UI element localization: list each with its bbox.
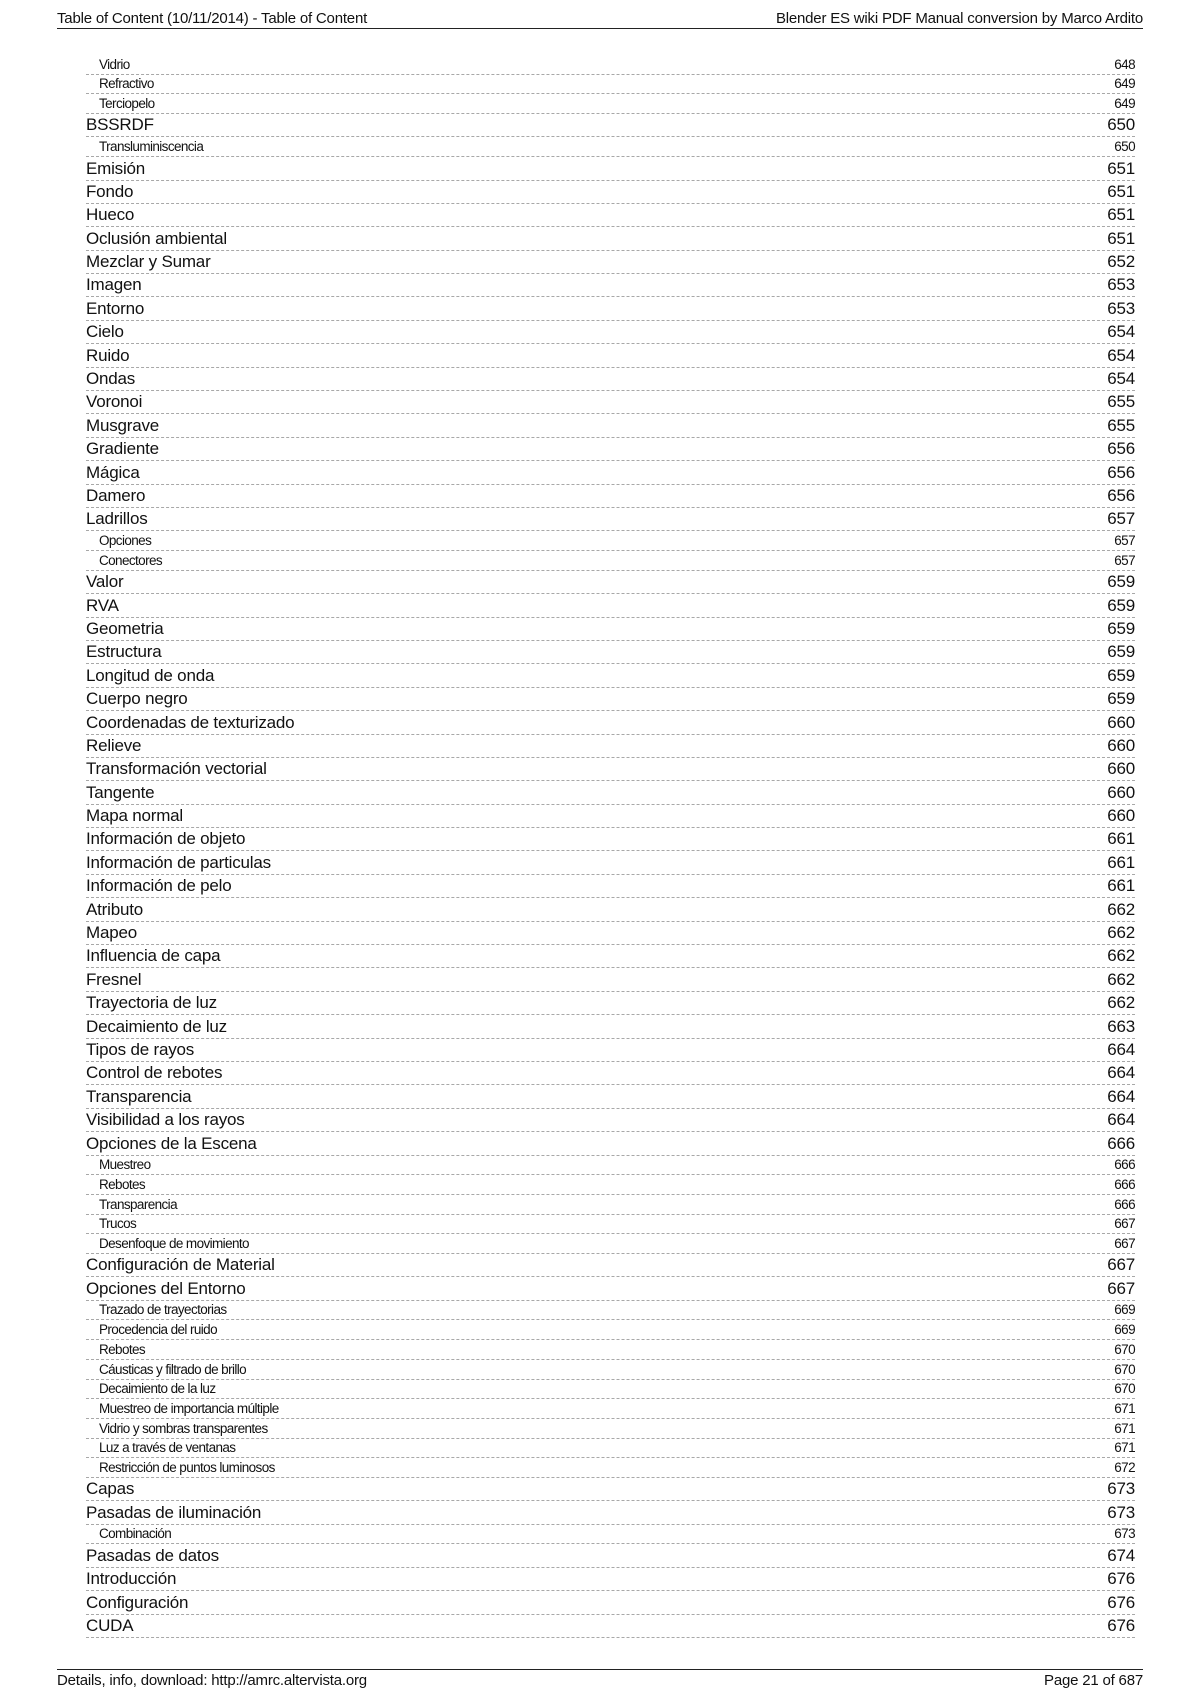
toc-entry-title: Transluminiscencia bbox=[99, 139, 204, 155]
toc-entry[interactable] bbox=[86, 368, 1135, 391]
toc-entry[interactable] bbox=[86, 274, 1135, 297]
toc-entry-page: 655 bbox=[1107, 415, 1135, 435]
toc-subentry[interactable] bbox=[86, 1320, 1135, 1340]
toc-entry-page: 657 bbox=[1114, 552, 1135, 568]
toc-entry-title: Ladrillos bbox=[86, 509, 148, 529]
toc-entry[interactable] bbox=[86, 438, 1135, 461]
toc-entry-page: 650 bbox=[1114, 139, 1135, 155]
toc-entry-page: 664 bbox=[1107, 1063, 1135, 1083]
toc-entry-title: Desenfoque de movimiento bbox=[99, 1235, 249, 1251]
header-credit: Blender ES wiki PDF Manual conversion by Marco Ardito bbox=[775, 10, 1143, 27]
toc-entry-page: 659 bbox=[1107, 689, 1135, 709]
toc-entry-title: Valor bbox=[86, 572, 124, 592]
toc-entry-page: 648 bbox=[1114, 56, 1135, 72]
toc-entry-title: Hueco bbox=[86, 205, 135, 225]
toc-entry-title: Información de particulas bbox=[86, 852, 271, 872]
toc-entry[interactable] bbox=[86, 968, 1135, 991]
toc-entry-page: 667 bbox=[1114, 1216, 1135, 1232]
toc-entry[interactable] bbox=[86, 114, 1135, 137]
toc-entry[interactable] bbox=[86, 571, 1135, 594]
toc-entry-page: 660 bbox=[1107, 806, 1135, 826]
table-of-contents bbox=[86, 55, 1135, 1638]
toc-entry-page: 657 bbox=[1107, 509, 1135, 529]
toc-entry[interactable] bbox=[86, 1568, 1135, 1591]
toc-entry-page: 664 bbox=[1107, 1110, 1135, 1130]
toc-entry-page: 670 bbox=[1114, 1341, 1135, 1357]
toc-entry-page: 670 bbox=[1114, 1361, 1135, 1377]
toc-entry-page: 656 bbox=[1107, 462, 1135, 482]
toc-entry[interactable] bbox=[86, 922, 1135, 945]
toc-entry-page: 651 bbox=[1107, 158, 1135, 178]
toc-entry-title: Estructura bbox=[86, 642, 162, 662]
toc-entry-page: 660 bbox=[1107, 759, 1135, 779]
toc-entry-title: Tangente bbox=[86, 782, 155, 802]
toc-entry-page: 651 bbox=[1107, 228, 1135, 248]
header-title: Table of Content (10/11/2014) - Table of Content bbox=[57, 10, 368, 27]
toc-entry-title: Mapa normal bbox=[86, 806, 184, 826]
toc-entry-page: 659 bbox=[1107, 665, 1135, 685]
toc-entry[interactable] bbox=[86, 321, 1135, 344]
toc-entry-page: 652 bbox=[1107, 252, 1135, 272]
toc-entry-title: BSSRDF bbox=[86, 115, 154, 135]
toc-entry-page: 654 bbox=[1107, 345, 1135, 365]
toc-entry[interactable] bbox=[86, 297, 1135, 320]
toc-entry[interactable] bbox=[86, 875, 1135, 898]
toc-entry[interactable] bbox=[86, 851, 1135, 874]
toc-entry-page: 654 bbox=[1107, 369, 1135, 389]
toc-entry[interactable] bbox=[86, 204, 1135, 227]
toc-entry-page: 662 bbox=[1107, 969, 1135, 989]
toc-entry[interactable] bbox=[86, 414, 1135, 437]
toc-subentry[interactable] bbox=[86, 1195, 1135, 1215]
toc-entry-title: Decaimiento de la luz bbox=[99, 1381, 216, 1397]
toc-entry-title: Transparencia bbox=[86, 1086, 192, 1106]
page-footer bbox=[57, 1669, 1143, 1690]
toc-entry-title: Muestreo de importancia múltiple bbox=[99, 1400, 279, 1416]
toc-entry-title: Mágica bbox=[86, 462, 140, 482]
toc-entry-title: Transparencia bbox=[99, 1196, 177, 1212]
toc-entry-page: 671 bbox=[1114, 1440, 1135, 1456]
toc-subentry[interactable] bbox=[86, 1399, 1135, 1419]
toc-entry[interactable] bbox=[86, 1085, 1135, 1108]
toc-entry[interactable] bbox=[86, 1062, 1135, 1085]
toc-entry-page: 674 bbox=[1107, 1545, 1135, 1565]
toc-entry-title: Gradiente bbox=[86, 439, 159, 459]
toc-entry[interactable] bbox=[86, 618, 1135, 641]
toc-entry-title: Información de objeto bbox=[86, 829, 246, 849]
toc-entry[interactable] bbox=[86, 898, 1135, 921]
toc-entry-page: 660 bbox=[1107, 735, 1135, 755]
toc-entry-title: CUDA bbox=[86, 1615, 134, 1635]
toc-entry-title: Muestreo bbox=[99, 1157, 151, 1173]
toc-entry[interactable] bbox=[86, 1039, 1135, 1062]
toc-subentry[interactable] bbox=[86, 1458, 1135, 1478]
toc-entry[interactable] bbox=[86, 735, 1135, 758]
toc-entry-page: 659 bbox=[1107, 618, 1135, 638]
toc-entry-title: Terciopelo bbox=[99, 96, 155, 112]
toc-entry-page: 673 bbox=[1107, 1479, 1135, 1499]
toc-entry-title: Visibilidad a los rayos bbox=[86, 1110, 245, 1130]
toc-entry-page: 656 bbox=[1107, 439, 1135, 459]
toc-subentry[interactable] bbox=[86, 1419, 1135, 1439]
toc-entry[interactable] bbox=[86, 641, 1135, 664]
toc-entry-page: 650 bbox=[1107, 115, 1135, 135]
toc-entry[interactable] bbox=[86, 227, 1135, 250]
toc-entry-title: Configuración bbox=[86, 1592, 189, 1612]
toc-entry-page: 661 bbox=[1107, 829, 1135, 849]
toc-entry-title: Vidrio y sombras transparentes bbox=[99, 1420, 268, 1436]
toc-entry-page: 667 bbox=[1107, 1255, 1135, 1275]
toc-entry[interactable] bbox=[86, 1501, 1135, 1524]
toc-entry[interactable] bbox=[86, 664, 1135, 687]
toc-entry[interactable] bbox=[86, 1132, 1135, 1155]
toc-entry-title: Imagen bbox=[86, 275, 142, 295]
toc-entry[interactable] bbox=[86, 781, 1135, 804]
toc-entry-title: Coordenadas de texturizado bbox=[86, 712, 295, 732]
toc-entry[interactable] bbox=[86, 992, 1135, 1015]
toc-entry-page: 663 bbox=[1107, 1016, 1135, 1036]
toc-entry-title: Longitud de onda bbox=[86, 665, 215, 685]
toc-entry-title: Capas bbox=[86, 1479, 135, 1499]
toc-entry-title: Voronoi bbox=[86, 392, 143, 412]
toc-entry-page: 655 bbox=[1107, 392, 1135, 412]
toc-entry-title: Tipos de rayos bbox=[86, 1039, 195, 1059]
toc-entry-page: 649 bbox=[1114, 96, 1135, 112]
toc-entry-title: Trazado de trayectorias bbox=[99, 1302, 227, 1318]
toc-entry-page: 660 bbox=[1107, 782, 1135, 802]
toc-entry-page: 661 bbox=[1107, 852, 1135, 872]
toc-entry-page: 659 bbox=[1107, 642, 1135, 662]
toc-subentry[interactable] bbox=[86, 1360, 1135, 1380]
toc-entry[interactable] bbox=[86, 1109, 1135, 1132]
toc-entry-title: Procedencia del ruido bbox=[99, 1322, 217, 1338]
toc-entry-page: 659 bbox=[1107, 572, 1135, 592]
toc-entry-title: Damero bbox=[86, 486, 146, 505]
toc-entry-title: Fondo bbox=[86, 181, 134, 201]
toc-entry-page: 673 bbox=[1107, 1502, 1135, 1522]
toc-entry-page: 662 bbox=[1107, 993, 1135, 1013]
toc-entry-title: Luz a través de ventanas bbox=[99, 1440, 236, 1456]
toc-entry-title: Vidrio bbox=[99, 56, 130, 72]
toc-subentry[interactable] bbox=[86, 551, 1135, 571]
toc-entry-title: Refractivo bbox=[99, 76, 154, 92]
toc-entry-page: 664 bbox=[1107, 1086, 1135, 1106]
toc-entry-title: Relieve bbox=[86, 735, 142, 755]
toc-entry-title: Opciones del Entorno bbox=[86, 1278, 246, 1298]
toc-entry-title: Mapeo bbox=[86, 923, 137, 943]
toc-entry-page: 670 bbox=[1114, 1381, 1135, 1397]
toc-subentry[interactable] bbox=[86, 1215, 1135, 1235]
toc-entry-page: 666 bbox=[1114, 1176, 1135, 1192]
toc-entry-page: 671 bbox=[1114, 1420, 1135, 1436]
toc-entry[interactable] bbox=[86, 1254, 1135, 1277]
toc-subentry[interactable] bbox=[86, 1234, 1135, 1254]
toc-entry[interactable] bbox=[86, 461, 1135, 484]
toc-entry-title: Pasadas de datos bbox=[86, 1545, 219, 1565]
toc-entry[interactable] bbox=[86, 945, 1135, 968]
toc-entry-title: Información de pelo bbox=[86, 876, 232, 896]
toc-subentry[interactable] bbox=[86, 1439, 1135, 1459]
toc-entry-title: Cáusticas y filtrado de brillo bbox=[99, 1361, 247, 1377]
toc-entry-title: Entorno bbox=[86, 298, 145, 318]
toc-entry-page: 660 bbox=[1107, 712, 1135, 732]
toc-entry-page: 649 bbox=[1114, 76, 1135, 92]
toc-entry-title: Conectores bbox=[99, 552, 163, 568]
toc-entry-page: 654 bbox=[1107, 322, 1135, 342]
toc-entry-title: Emisión bbox=[86, 158, 146, 178]
toc-entry-title: Introducción bbox=[86, 1569, 177, 1589]
toc-entry-title: Transformación vectorial bbox=[86, 759, 267, 779]
toc-subentry[interactable] bbox=[86, 137, 1135, 157]
toc-entry-title: Trucos bbox=[99, 1216, 137, 1232]
toc-entry-title: Pasadas de iluminación bbox=[86, 1502, 262, 1522]
toc-subentry[interactable] bbox=[86, 1380, 1135, 1400]
toc-entry-page: 659 bbox=[1107, 595, 1135, 615]
toc-entry-page: 673 bbox=[1114, 1526, 1135, 1542]
toc-entry-title: Geometria bbox=[86, 618, 164, 638]
toc-entry-page: 671 bbox=[1114, 1400, 1135, 1416]
toc-entry-page: 672 bbox=[1114, 1459, 1135, 1475]
page-header bbox=[57, 10, 1143, 29]
toc-entry[interactable] bbox=[86, 1277, 1135, 1300]
toc-entry[interactable] bbox=[86, 828, 1135, 851]
toc-entry-title: Oclusión ambiental bbox=[86, 228, 227, 248]
toc-entry-title: Atributo bbox=[86, 899, 143, 919]
toc-entry-title: RVA bbox=[86, 595, 119, 615]
toc-entry[interactable] bbox=[86, 1478, 1135, 1501]
toc-entry-page: 669 bbox=[1114, 1302, 1135, 1318]
toc-entry-page: 666 bbox=[1114, 1157, 1135, 1173]
toc-entry-title: Rebotes bbox=[99, 1341, 146, 1357]
toc-subentry[interactable] bbox=[86, 75, 1135, 95]
toc-entry[interactable] bbox=[86, 1015, 1135, 1038]
toc-entry-page: 662 bbox=[1107, 899, 1135, 919]
toc-entry-title: Mezclar y Sumar bbox=[86, 252, 211, 272]
toc-entry[interactable] bbox=[86, 391, 1135, 414]
toc-subentry[interactable] bbox=[86, 1340, 1135, 1360]
toc-entry[interactable] bbox=[86, 1591, 1135, 1614]
toc-subentry[interactable] bbox=[86, 94, 1135, 114]
toc-entry-page: 666 bbox=[1114, 1196, 1135, 1212]
toc-subentry[interactable] bbox=[86, 1156, 1135, 1176]
toc-entry-title: Opciones bbox=[99, 533, 152, 549]
toc-entry-page: 651 bbox=[1107, 205, 1135, 225]
toc-entry-page: 666 bbox=[1107, 1133, 1135, 1153]
toc-entry[interactable] bbox=[86, 157, 1135, 180]
toc-entry-page: 653 bbox=[1107, 275, 1135, 295]
toc-entry-page: 662 bbox=[1107, 946, 1135, 966]
toc-subentry[interactable] bbox=[86, 531, 1135, 551]
toc-entry-title: Decaimiento de luz bbox=[86, 1016, 227, 1036]
toc-entry-page: 662 bbox=[1107, 923, 1135, 943]
toc-entry-page: 657 bbox=[1114, 533, 1135, 549]
toc-entry-page: 676 bbox=[1107, 1569, 1135, 1589]
toc-entry-page: 667 bbox=[1107, 1278, 1135, 1298]
toc-entry-title: Restricción de puntos luminosos bbox=[99, 1459, 275, 1475]
toc-entry-page: 676 bbox=[1107, 1615, 1135, 1635]
toc-entry-page: 664 bbox=[1107, 1039, 1135, 1059]
footer-download-link[interactable]: Details, info, download: http://amrc.altervista.org bbox=[57, 1672, 367, 1689]
toc-entry[interactable] bbox=[86, 758, 1135, 781]
toc-entry[interactable] bbox=[86, 344, 1135, 367]
toc-entry[interactable] bbox=[86, 251, 1135, 274]
toc-entry-title: Cielo bbox=[86, 322, 124, 342]
footer-page-number: Page 21 of 687 bbox=[1044, 1672, 1143, 1689]
toc-entry-title: Rebotes bbox=[99, 1176, 146, 1192]
toc-entry-page: 656 bbox=[1107, 486, 1135, 505]
toc-subentry[interactable] bbox=[86, 1175, 1135, 1195]
toc-entry-page: 676 bbox=[1107, 1592, 1135, 1612]
toc-entry-page: 661 bbox=[1107, 876, 1135, 896]
toc-entry[interactable] bbox=[86, 485, 1135, 508]
toc-entry-title: Ruido bbox=[86, 345, 130, 365]
toc-entry[interactable] bbox=[86, 508, 1135, 531]
toc-entry[interactable] bbox=[86, 1615, 1135, 1638]
toc-entry-title: Control de rebotes bbox=[86, 1063, 223, 1083]
toc-entry-page: 653 bbox=[1107, 298, 1135, 318]
toc-entry-page: 651 bbox=[1107, 181, 1135, 201]
toc-entry[interactable] bbox=[86, 594, 1135, 617]
toc-entry-title: Musgrave bbox=[86, 415, 160, 435]
toc-subentry[interactable] bbox=[86, 1525, 1135, 1545]
toc-entry-page: 667 bbox=[1114, 1235, 1135, 1251]
toc-subentry[interactable] bbox=[86, 1301, 1135, 1321]
toc-entry-title: Trayectoria de luz bbox=[86, 993, 217, 1013]
toc-entry[interactable] bbox=[86, 1544, 1135, 1567]
toc-entry-title: Ondas bbox=[86, 369, 136, 389]
toc-entry-title: Combinación bbox=[99, 1526, 172, 1542]
toc-entry[interactable] bbox=[86, 805, 1135, 828]
toc-entry[interactable] bbox=[86, 688, 1135, 711]
toc-entry-title: Cuerpo negro bbox=[86, 689, 188, 709]
toc-entry-page: 669 bbox=[1114, 1322, 1135, 1338]
toc-entry[interactable] bbox=[86, 711, 1135, 734]
toc-entry[interactable] bbox=[86, 181, 1135, 204]
toc-entry-title: Configuración de Material bbox=[86, 1255, 275, 1275]
toc-entry-title: Fresnel bbox=[86, 969, 142, 989]
toc-entry-title: Opciones de la Escena bbox=[86, 1133, 257, 1153]
toc-entry-title: Influencia de capa bbox=[86, 946, 221, 966]
toc-subentry[interactable] bbox=[86, 55, 1135, 75]
